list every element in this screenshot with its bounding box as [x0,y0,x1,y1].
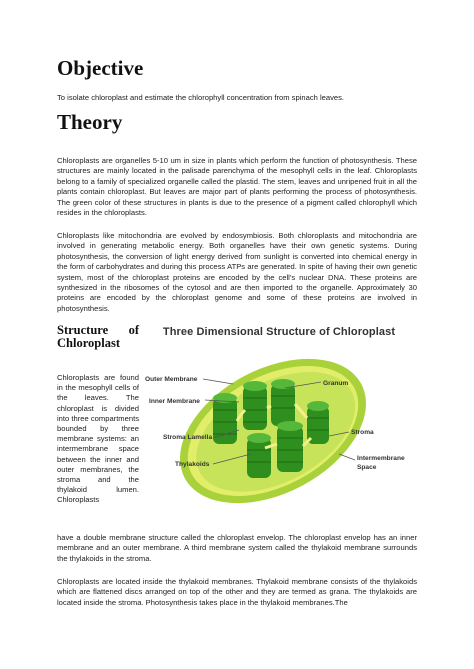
structure-side-text: Chloroplasts are found in the mesophyll cells of the leaves. The chloroplast is divided into three compartments bounded by three membrane systems: an intermembrane space between the inner and outer membranes, the stroma and the thylakoid lumen. Chloroplasts [57,373,139,505]
label-granum: Granum [323,380,349,387]
theory-heading: Theory [57,110,123,134]
chloroplast-diagram [143,326,415,522]
label-inner-membrane: Inner Membrane [149,398,200,405]
structure-continuation: have a double membrane structure called the chloroplast envelop. The chloroplast envelop has an inner membrane and an outer membrane. A third membrane system called the thylakoid membrane surrounds the thylakoids in the stroma. [57,533,417,563]
label-stroma: Stroma [351,429,374,436]
label-thylakoids: Thylakoids [175,461,210,468]
structure-heading: Structure of Chloroplast [57,323,139,350]
objective-heading: Objective [57,56,144,80]
objective-text: To isolate chloroplast and estimate the chlorophyll concentration from spinach leaves. [57,93,345,102]
theory-paragraph-1: Chloroplasts are organelles 5-10 um in size in plants which perform the function of photosynthesis. These structures are mainly located in the palisade parenchyma of the mesophyll cells in the leaf. Chloroplasts belong to a family of specialized organelle called the plastid. The stem, leaves and unripened fruit in all the plants contain chloroplast. But leaves are major part of plants performing the process of photosynthesis. The green color of these structures in plants is due to the presence of a pigment called chlorophyll which resides in the chloroplasts. [57,156,417,218]
theory-paragraph-2: Chloroplasts like mitochondria are evolved by endosymbiosis. Both chloroplasts and mitochondria are involved in generating metabolic energy. Both organelles have their own genetic systems. During photosynthesis, the conversion of light energy derived from sunlight is converted into chemical energy in the form of carbohydrates and during this process ATPs are generated. In spite of having their own genetic system, most of the chloroplast proteins are encoded by the cell’s nuclear DNA. These proteins are synthesized in the ribosomes of the cytosol and are then imported to the organelle. Approximately 30 proteins are encoded by the chloroplast genome and some of these proteins are involved in photosynthesis. [57,231,417,313]
label-outer-membrane: Outer Membrane [145,376,198,383]
label-stroma-lamella: Stroma Lamella [163,434,213,441]
structure-last-paragraph: Chloroplasts are located inside the thylakoid membranes. Thylakoid membrane consists of the thylakoids which are flattened discs arranged on top of the other and they are termed as grana. The thylakoids are located inside the stroma. Photosynthesis takes place in the thylakoid membranes.The [57,577,417,607]
label-intermembrane: Intermembrane [357,455,405,462]
chloroplast-figure [143,326,415,522]
label-space: Space [357,464,377,471]
figure-title: Three Dimensional Structure of Chloroplast [162,326,396,338]
